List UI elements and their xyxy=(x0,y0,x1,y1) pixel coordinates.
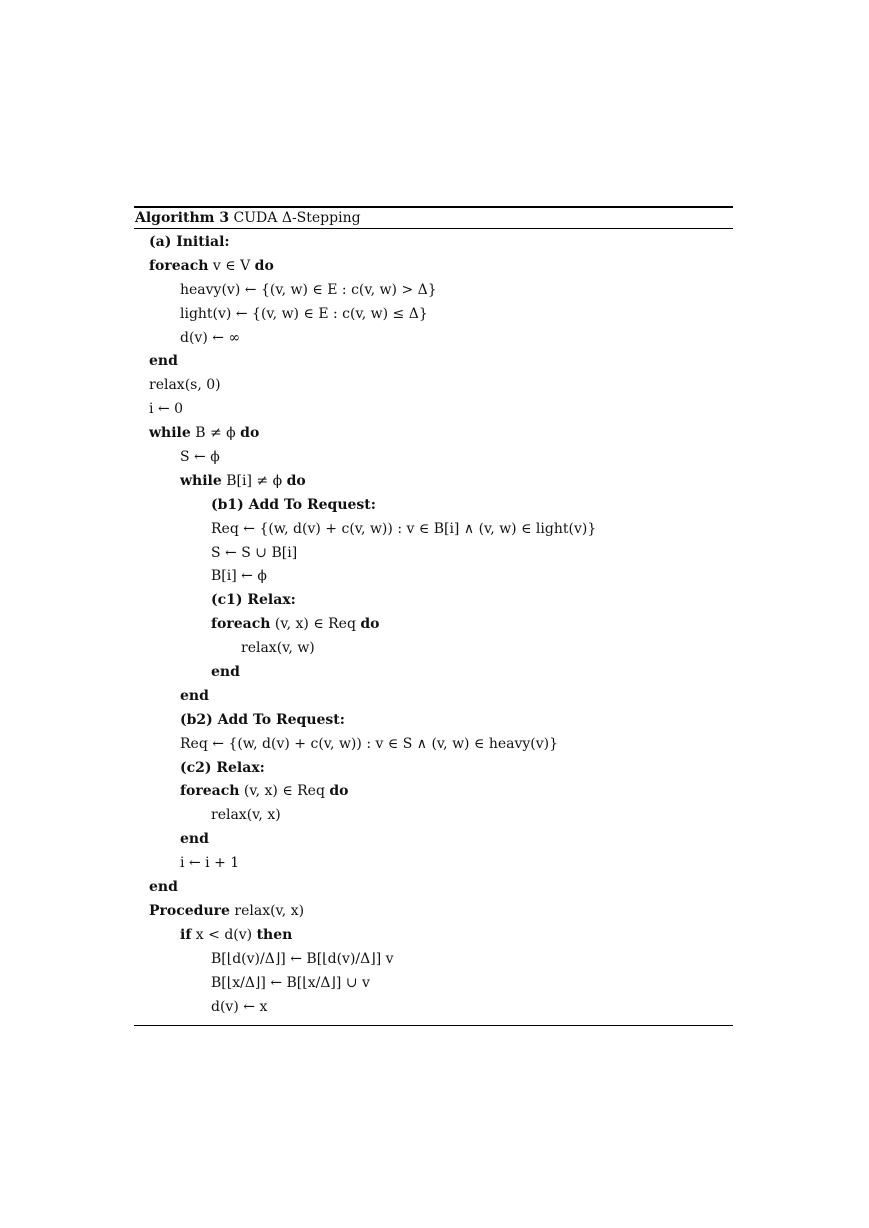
algorithm-line: (b1) Add To Request: xyxy=(211,496,376,513)
algorithm-line: d(v) ← x xyxy=(211,998,268,1015)
algorithm-title: CUDA Δ-Stepping xyxy=(233,210,361,226)
algorithm-line: i ← i + 1 xyxy=(180,855,240,872)
algorithm-line: end xyxy=(180,687,209,704)
algorithm-line: (b2) Add To Request: xyxy=(180,711,345,728)
algorithm-line: d(v) ← ∞ xyxy=(180,329,241,346)
algorithm-line: end xyxy=(149,879,178,896)
algorithm-line: foreach v ∈ V do xyxy=(149,257,274,274)
algorithm-line: end xyxy=(149,353,178,370)
algorithm-caption xyxy=(134,208,733,228)
algorithm-line: B[⌊x/Δ⌋] ← B[⌊x/Δ⌋] ∪ v xyxy=(211,974,370,991)
algorithm-line: if x < d(v) then xyxy=(180,926,293,943)
algorithm-line: while B[i] ≠ ϕ do xyxy=(180,472,306,489)
algorithm-line: end xyxy=(211,664,240,681)
algorithm-line: end xyxy=(180,831,209,848)
algorithm-line: relax(v, w) xyxy=(241,640,315,657)
algorithm-line: (c2) Relax: xyxy=(180,759,265,776)
algorithm-line: while B ≠ ϕ do xyxy=(149,425,260,442)
algorithm-line: Procedure relax(v, x) xyxy=(149,902,305,919)
algorithm-line: S ← ϕ xyxy=(180,449,220,466)
algorithm-line: foreach (v, x) ∈ Req do xyxy=(180,783,349,800)
algorithm-line: B[i] ← ϕ xyxy=(211,568,267,585)
algorithm-line: Req ← {(w, d(v) + c(v, w)) : v ∈ B[i] ∧ (v, w) ∈ light(v)} xyxy=(211,520,597,537)
algorithm-line: B[⌊d(v)/Δ⌋] ← B[⌊d(v)/Δ⌋] v xyxy=(211,950,394,967)
algorithm-line: S ← S ∪ B[i] xyxy=(211,544,298,561)
algorithm-line: i ← 0 xyxy=(149,401,184,418)
algorithm-line: foreach (v, x) ∈ Req do xyxy=(211,616,380,633)
bottom-rule xyxy=(134,1025,733,1026)
algorithm-label: Algorithm 3 xyxy=(135,210,230,226)
algorithm-line: (a) Initial: xyxy=(149,234,230,250)
algorithm-block xyxy=(134,206,733,1026)
algorithm-line: light(v) ← {(v, w) ∈ E : c(v, w) ≤ Δ} xyxy=(180,305,428,322)
algorithm-line: relax(v, x) xyxy=(211,807,281,824)
algorithm-line: relax(s, 0) xyxy=(149,377,221,394)
algorithm-line: heavy(v) ← {(v, w) ∈ E : c(v, w) > Δ} xyxy=(180,281,437,298)
algorithm-body xyxy=(134,229,733,1019)
algorithm-line: (c1) Relax: xyxy=(211,592,296,609)
algorithm-line: Req ← {(w, d(v) + c(v, w)) : v ∈ S ∧ (v, w) ∈ heavy(v)} xyxy=(180,735,559,752)
